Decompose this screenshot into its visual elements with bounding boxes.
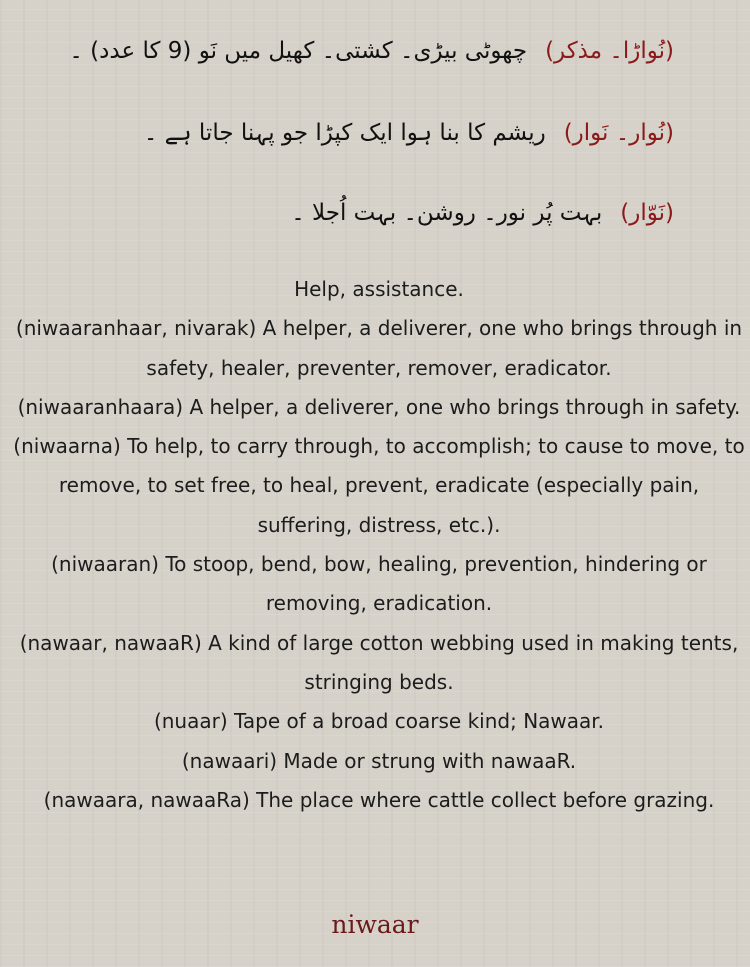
definition-niwaaran: (niwaaran) To stoop, bend, bow, healing, prevention, hindering or removing, eradication. <box>51 552 707 616</box>
definition-nawaari: (nawaari) Made or strung with nawaaR. <box>181 748 577 773</box>
urdu-text-1: چھوٹی بیڑی۔ کشتی۔ کھیل میں نَو (9 کا عدد) ۔ <box>69 38 528 64</box>
urdu-text-2: ریشم کا بنا ہوا ایک کپڑا جو پہنا جاتا ہے ۔ <box>143 120 546 146</box>
definition-nuaar: (nuaar) Tape of a broad coarse kind; Nawaar. <box>153 709 605 734</box>
urdu-entry-2 <box>144 118 674 148</box>
definition-niwaaranhaar: (niwaaranhaar, nivarak) A helper, a deliverer, one who brings through in safety, healer, preventer, remover, eradicator. <box>15 316 743 380</box>
definition-niwaarna: (niwaarna) To help, to carry through, to accomplish; to cause to move, to remove, to set free, to heal, prevent, eradicate (especially pain, suffering, distress, etc.). <box>13 434 745 537</box>
urdu-headword-2: (نُوار۔ نَوار) <box>563 120 674 146</box>
definition-help: Help, assistance. <box>294 277 464 301</box>
urdu-entry-3 <box>291 198 674 228</box>
urdu-headword-1: (نُواڑا۔ مذکر) <box>545 38 674 64</box>
definition-niwaaranhaara: (niwaaranhaara) A helper, a deliverer, one who brings through in safety. <box>17 394 741 419</box>
definition-nawaar: (nawaar, nawaaR) A kind of large cotton webbing used in making tents, stringing beds. <box>19 630 739 694</box>
urdu-headword-3: (نَوّار) <box>620 200 674 226</box>
footer-headword: niwaar <box>331 910 419 939</box>
definition-nawaara: (nawaara, nawaaRa) The place where cattle collect before grazing. <box>43 787 715 812</box>
urdu-text-3: بہت پُر نور۔ روشن۔ بہت اُجلا ۔ <box>291 200 603 226</box>
urdu-entry-1 <box>69 36 674 66</box>
english-definitions <box>12 270 746 820</box>
